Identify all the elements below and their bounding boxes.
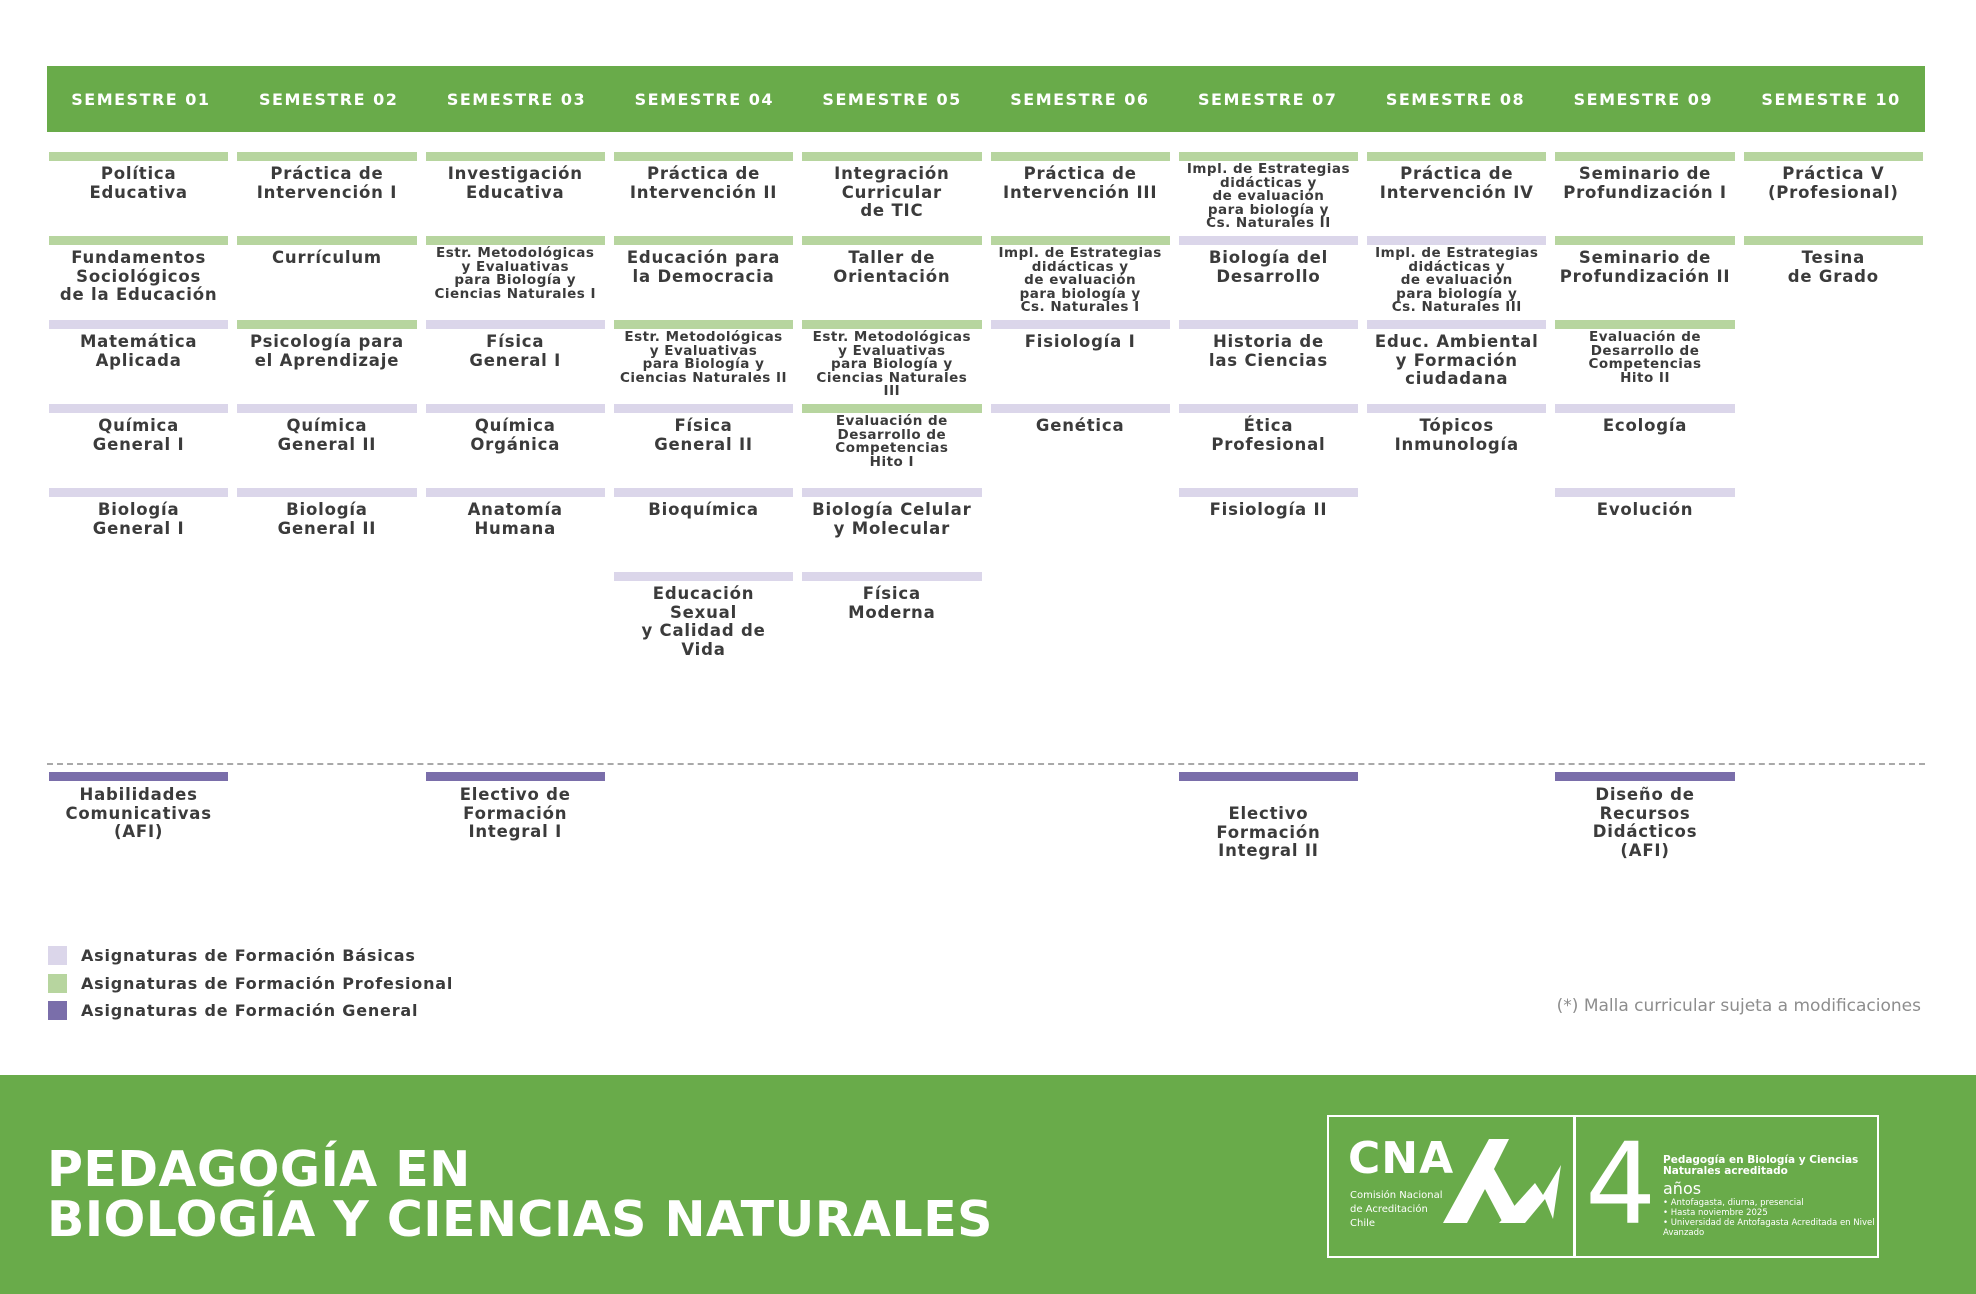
course-card bbox=[614, 320, 793, 404]
course-category-bar bbox=[1179, 236, 1358, 245]
course-name: Política Educativa bbox=[89, 164, 188, 202]
course-category-bar bbox=[991, 320, 1170, 329]
semester-column bbox=[989, 152, 1172, 642]
course-card bbox=[802, 236, 981, 320]
course-name: Seminario de Profundización II bbox=[1559, 248, 1731, 286]
course-name: Biología del Desarrollo bbox=[1208, 248, 1329, 286]
course-category-bar bbox=[49, 772, 228, 781]
accreditation-detail: • Hasta noviembre 2025 bbox=[1663, 1208, 1768, 1218]
course-name: Ética Profesional bbox=[1211, 416, 1326, 454]
course-category-bar bbox=[1367, 236, 1546, 245]
legend-swatch bbox=[48, 1001, 67, 1020]
course-card bbox=[237, 404, 416, 488]
course-card bbox=[1179, 152, 1358, 236]
semester-column bbox=[1742, 152, 1925, 642]
course-category-bar bbox=[426, 320, 605, 329]
course-card bbox=[802, 404, 981, 488]
course-category-bar bbox=[1555, 236, 1734, 245]
course-card bbox=[802, 320, 981, 404]
course-category-bar bbox=[49, 320, 228, 329]
course-card bbox=[426, 772, 605, 842]
course-category-bar bbox=[614, 152, 793, 161]
accreditation-program: Pedagogía en Biología y Ciencias Naturales acreditado bbox=[1663, 1154, 1859, 1177]
course-card bbox=[426, 404, 605, 488]
course-card bbox=[237, 320, 416, 404]
course-name: Impl. de Estrategias didácticas y de evaluación para biología y Cs. Naturales I bbox=[998, 245, 1162, 315]
course-category-bar bbox=[1179, 404, 1358, 413]
dashed-divider bbox=[47, 763, 1925, 765]
course-card bbox=[49, 488, 228, 572]
course-category-bar bbox=[991, 152, 1170, 161]
legend-swatch bbox=[48, 974, 67, 993]
semester-label: SEMESTRE 05 bbox=[822, 89, 962, 109]
semester-label: SEMESTRE 01 bbox=[71, 89, 211, 109]
semester-column bbox=[612, 152, 795, 659]
course-category-bar bbox=[426, 404, 605, 413]
course-name: Habilidades Comunicativas (AFI) bbox=[65, 785, 212, 841]
course-card bbox=[237, 152, 416, 236]
course-card bbox=[49, 772, 228, 842]
course-card bbox=[49, 152, 228, 236]
course-category-bar bbox=[237, 236, 416, 245]
course-name: Práctica V (Profesional) bbox=[1767, 164, 1899, 202]
course-name: Biología General I bbox=[92, 500, 185, 538]
legend-label: Asignaturas de Formación General bbox=[81, 1001, 419, 1021]
course-card bbox=[49, 236, 228, 320]
course-category-bar bbox=[1179, 488, 1358, 497]
course-name: Matemática Aplicada bbox=[79, 332, 198, 370]
course-card bbox=[1555, 320, 1734, 404]
course-card bbox=[991, 320, 1170, 404]
accreditation-detail: • Antofagasta, diurna, presencial bbox=[1663, 1198, 1804, 1208]
course-card bbox=[426, 320, 605, 404]
course-card bbox=[1179, 772, 1358, 861]
course-category-bar bbox=[1555, 772, 1734, 781]
course-name: Investigación Educativa bbox=[447, 164, 583, 202]
course-name: Taller de Orientación bbox=[833, 248, 951, 286]
legend-label: Asignaturas de Formación Profesional bbox=[81, 973, 454, 993]
footer-banner bbox=[0, 1075, 1976, 1294]
course-name: Estr. Metodológicas y Evaluativas para Biología y Ciencias Naturales III bbox=[812, 329, 972, 399]
course-card bbox=[1555, 152, 1734, 236]
course-name: Psicología para el Aprendizaje bbox=[249, 332, 404, 370]
course-category-bar bbox=[237, 320, 416, 329]
semester-label: SEMESTRE 04 bbox=[634, 89, 774, 109]
course-card bbox=[1555, 772, 1734, 860]
course-name: Impl. de Estrategias didácticas y de evaluación para biología y Cs. Naturales II bbox=[1186, 161, 1351, 231]
course-card bbox=[1367, 236, 1546, 320]
cna-accreditation-box bbox=[1327, 1115, 1576, 1258]
accreditation-details bbox=[1663, 1198, 1878, 1238]
course-card bbox=[991, 152, 1170, 236]
course-name: Electivo Formación Integral II bbox=[1216, 804, 1321, 860]
course-category-bar bbox=[802, 404, 981, 413]
course-category-bar bbox=[426, 152, 605, 161]
course-category-bar bbox=[802, 320, 981, 329]
course-category-bar bbox=[49, 152, 228, 161]
course-name: Genética bbox=[1035, 416, 1125, 435]
course-name: Fundamentos Sociológicos de la Educación bbox=[59, 248, 218, 304]
course-card bbox=[802, 152, 981, 236]
course-category-bar bbox=[1744, 236, 1923, 245]
course-category-bar bbox=[237, 152, 416, 161]
course-category-bar bbox=[802, 488, 981, 497]
course-category-bar bbox=[991, 236, 1170, 245]
cna-subtitle: Comisión Nacional de Acreditación Chile bbox=[1350, 1190, 1443, 1229]
course-name: Educ. Ambiental y Formación ciudadana bbox=[1374, 332, 1539, 388]
semester-column bbox=[1553, 772, 1736, 902]
course-card bbox=[1179, 236, 1358, 320]
course-category-bar bbox=[614, 236, 793, 245]
course-card bbox=[1367, 320, 1546, 404]
course-name: Química General II bbox=[277, 416, 377, 454]
course-category-bar bbox=[1555, 320, 1734, 329]
semester-label: SEMESTRE 06 bbox=[1010, 89, 1150, 109]
course-name: Educación Sexual y Calidad de Vida bbox=[641, 584, 766, 659]
course-card bbox=[49, 404, 228, 488]
course-category-bar bbox=[426, 236, 605, 245]
course-name: Fisiología II bbox=[1209, 500, 1328, 519]
course-category-bar bbox=[426, 772, 605, 781]
course-name: Química Orgánica bbox=[470, 416, 561, 454]
course-card bbox=[614, 488, 793, 572]
course-name: Práctica de Intervención IV bbox=[1379, 164, 1534, 202]
semester-label: SEMESTRE 08 bbox=[1385, 89, 1526, 109]
course-category-bar bbox=[614, 572, 793, 581]
course-name: Educación para la Democracia bbox=[626, 248, 781, 286]
semester-column bbox=[1365, 152, 1548, 642]
course-name: Tesina de Grado bbox=[1787, 248, 1879, 286]
cna-logo-icon bbox=[1439, 1135, 1569, 1235]
course-category-bar bbox=[802, 572, 981, 581]
accreditation-years-box bbox=[1573, 1115, 1879, 1258]
course-card bbox=[614, 236, 793, 320]
disclaimer-note: (*) Malla curricular sujeta a modificaciones bbox=[1556, 996, 1921, 1016]
semester-column bbox=[47, 152, 230, 642]
accreditation-detail: • Universidad de Antofagasta Acreditada en Nivel Avanzado bbox=[1663, 1218, 1875, 1238]
course-category-bar bbox=[991, 404, 1170, 413]
course-name: Anatomía Humana bbox=[467, 500, 563, 538]
program-title: PEDAGOGÍA EN BIOLOGÍA Y CIENCIAS NATURALES bbox=[47, 1141, 993, 1248]
legend bbox=[48, 942, 453, 1025]
course-category-bar bbox=[1367, 152, 1546, 161]
course-card bbox=[1367, 152, 1546, 236]
course-card bbox=[991, 236, 1170, 320]
course-name: Física General II bbox=[654, 416, 753, 454]
semester-label: SEMESTRE 10 bbox=[1761, 89, 1901, 109]
course-category-bar bbox=[614, 404, 793, 413]
course-card bbox=[426, 236, 605, 320]
course-name: Seminario de Profundización I bbox=[1563, 164, 1727, 202]
semester-column bbox=[1742, 772, 1925, 902]
course-card bbox=[1179, 488, 1358, 572]
legend-swatch bbox=[48, 946, 67, 965]
course-card bbox=[1179, 404, 1358, 488]
course-name: Física General I bbox=[469, 332, 562, 370]
course-name: Diseño de Recursos Didácticos (AFI) bbox=[1592, 785, 1698, 860]
semester-column bbox=[1177, 152, 1360, 642]
course-card bbox=[1744, 236, 1923, 320]
course-card bbox=[49, 320, 228, 404]
course-card bbox=[614, 404, 793, 488]
course-name: Práctica de Intervención III bbox=[1003, 164, 1158, 202]
semester-column bbox=[612, 772, 795, 902]
semester-column bbox=[989, 772, 1172, 902]
course-name: Currículum bbox=[271, 248, 382, 267]
course-category-bar bbox=[802, 152, 981, 161]
course-name: Estr. Metodológicas y Evaluativas para Biología y Ciencias Naturales II bbox=[619, 329, 788, 386]
course-name: Electivo de Formación Integral I bbox=[459, 785, 571, 841]
semester-column bbox=[1553, 152, 1736, 642]
course-category-bar bbox=[1367, 404, 1546, 413]
course-category-bar bbox=[49, 488, 228, 497]
course-name: Química General I bbox=[92, 416, 185, 454]
course-card bbox=[1555, 236, 1734, 320]
course-category-bar bbox=[237, 404, 416, 413]
course-name: Práctica de Intervención II bbox=[629, 164, 778, 202]
semester-column bbox=[800, 152, 983, 642]
cna-wordmark: CNA bbox=[1348, 1133, 1455, 1184]
semester-column bbox=[424, 152, 607, 642]
legend-item-general bbox=[48, 997, 453, 1025]
course-name: Evaluación de Desarrollo de Competencias Hito I bbox=[835, 413, 949, 470]
semester-column bbox=[47, 772, 230, 902]
course-card bbox=[614, 572, 793, 659]
course-card bbox=[237, 236, 416, 320]
course-category-bar bbox=[1744, 152, 1923, 161]
general-education-row bbox=[47, 772, 1925, 902]
course-name: Fisiología I bbox=[1024, 332, 1136, 351]
course-card bbox=[1179, 320, 1358, 404]
semester-label: SEMESTRE 09 bbox=[1573, 89, 1713, 109]
course-category-bar bbox=[237, 488, 416, 497]
course-name: Biología Celular y Molecular bbox=[812, 500, 972, 538]
course-card bbox=[614, 152, 793, 236]
course-name: Física Moderna bbox=[848, 584, 936, 622]
semester-header bbox=[47, 66, 1925, 132]
course-category-bar bbox=[1179, 152, 1358, 161]
course-category-bar bbox=[614, 320, 793, 329]
course-name: Tópicos Inmunología bbox=[1394, 416, 1519, 454]
course-category-bar bbox=[614, 488, 793, 497]
course-category-bar bbox=[802, 236, 981, 245]
course-name: Evolución bbox=[1596, 500, 1694, 519]
course-card bbox=[237, 488, 416, 572]
course-category-bar bbox=[49, 236, 228, 245]
semester-label: SEMESTRE 02 bbox=[259, 89, 399, 109]
course-card bbox=[802, 488, 981, 572]
semester-column bbox=[1365, 772, 1548, 902]
course-card bbox=[426, 488, 605, 572]
course-card bbox=[802, 572, 981, 656]
semester-column bbox=[235, 772, 418, 902]
course-category-bar bbox=[1555, 488, 1734, 497]
course-category-bar bbox=[1555, 404, 1734, 413]
course-name: Estr. Metodológicas y Evaluativas para Biología y Ciencias Naturales I bbox=[434, 245, 597, 302]
semester-column bbox=[1177, 772, 1360, 902]
course-name: Bioquímica bbox=[648, 500, 759, 519]
course-category-bar bbox=[1367, 320, 1546, 329]
course-category-bar bbox=[1555, 152, 1734, 161]
semester-column bbox=[424, 772, 607, 902]
course-name: Integración Curricular de TIC bbox=[834, 164, 950, 220]
course-name: Evaluación de Desarrollo de Competencias Hito II bbox=[1588, 329, 1702, 386]
course-name: Ecología bbox=[1602, 416, 1688, 435]
legend-label: Asignaturas de Formación Básicas bbox=[81, 946, 416, 966]
curriculum-grid bbox=[47, 152, 1925, 659]
course-name: Historia de las Ciencias bbox=[1208, 332, 1328, 370]
course-name: Práctica de Intervención I bbox=[256, 164, 398, 202]
legend-item-basic bbox=[48, 942, 453, 970]
semester-column bbox=[800, 772, 983, 902]
semester-label: SEMESTRE 07 bbox=[1198, 89, 1338, 109]
course-category-bar bbox=[49, 404, 228, 413]
semester-label: SEMESTRE 03 bbox=[446, 89, 587, 109]
course-name: Biología General II bbox=[277, 500, 377, 538]
course-category-bar bbox=[1179, 772, 1358, 781]
course-category-bar bbox=[426, 488, 605, 497]
course-card bbox=[1555, 488, 1734, 572]
course-card bbox=[426, 152, 605, 236]
accreditation-years-word: años bbox=[1663, 1179, 1702, 1198]
course-card bbox=[1555, 404, 1734, 488]
course-card bbox=[991, 404, 1170, 488]
accreditation-years: 4 bbox=[1585, 1120, 1657, 1250]
course-card bbox=[1367, 404, 1546, 488]
course-category-bar bbox=[1179, 320, 1358, 329]
semester-column bbox=[235, 152, 418, 642]
course-name: Impl. de Estrategias didácticas y de evaluación para biología y Cs. Naturales III bbox=[1375, 245, 1539, 315]
course-card bbox=[1744, 152, 1923, 236]
legend-item-professional bbox=[48, 970, 453, 998]
